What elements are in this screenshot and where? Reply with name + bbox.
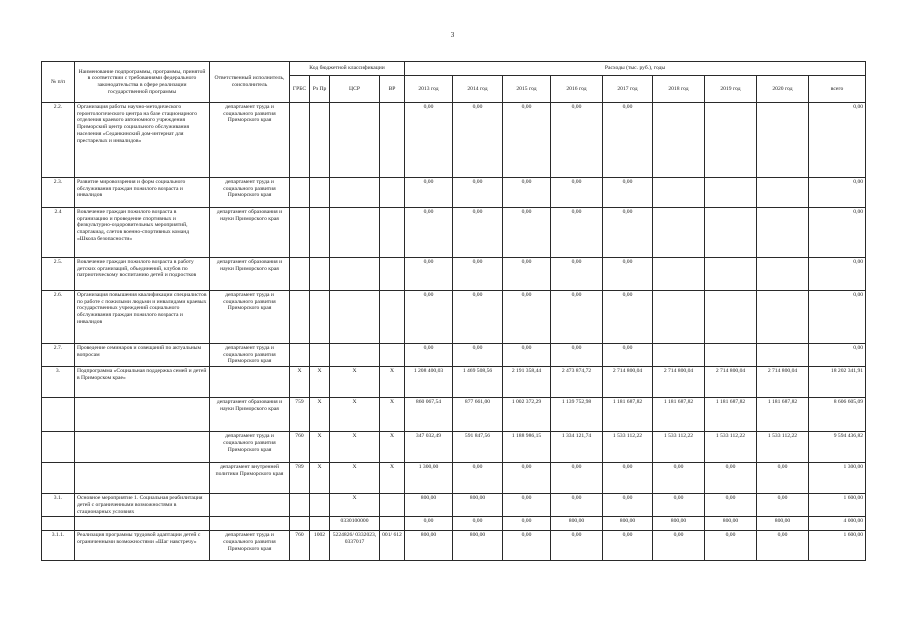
row-cell: 0,00 [405,208,453,258]
row-cell: X [380,432,405,463]
table-row [42,517,866,531]
row-cell: X [330,494,380,517]
row-cell: 347 032,49 [405,432,453,463]
row-cell: 759 [290,398,310,432]
row-cell [380,344,405,367]
row-cell [310,208,330,258]
row-cell: 1 469 508,56 [453,367,503,398]
row-cell: 1 139 752,98 [551,398,603,432]
row-cell: 2 714 800,04 [705,367,757,398]
row-cell: 0,00 [757,531,809,561]
row-cell [380,517,405,531]
row-name: Вовлечение граждан пожилого возраста в организацию и проведение спортивных и физкультурно-оздоровительных мероприятий, спартакиад, слетов военно-спортивных команд «Школа безопасности» [75,208,210,258]
row-cell [330,178,380,208]
row-name: Основное мероприятие 1. Социальная реабилитация детей с ограниченными возможностями в стационарных условиях [75,494,210,517]
header-executor: Ответственный исполнитель, соисполнитель [210,62,290,103]
header-sub: 2013 год [405,76,453,103]
row-cell: 0,00 [809,103,866,178]
row-cell [290,258,310,291]
table-row [42,531,866,561]
row-cell: 1 533 112,22 [653,432,705,463]
row-num [42,517,75,531]
row-executor: департамент труда и социального развития Приморского края [210,178,290,208]
row-cell: 18 202 341,91 [809,367,866,398]
row-cell: 2 191 358,44 [503,367,551,398]
row-cell: X [330,463,380,494]
row-cell [310,291,330,344]
header-name: Наименование подпрограммы, программы, принятой в соответствии с требованиями федерального законодательства в сфере реализации государственной программы [75,62,210,103]
row-cell: 0,00 [503,103,551,178]
row-cell [290,103,310,178]
row-cell: 0,00 [453,258,503,291]
row-cell: 1 002 372,29 [503,398,551,432]
header-sub: ЦСР [330,76,380,103]
row-cell [653,344,705,367]
header-sub: 2020 год [757,76,809,103]
row-name: Реализация программы трудовой адаптации детей с ограниченными возможностями «Шаг навстречу» [75,531,210,561]
row-cell: 1 300,00 [809,463,866,494]
row-num [42,432,75,463]
row-cell: 2 473 874,72 [551,367,603,398]
row-cell: 0,00 [503,258,551,291]
row-cell [705,344,757,367]
row-cell: 0,00 [757,494,809,517]
row-cell: 0,00 [503,291,551,344]
row-cell: 5224826/ 0332023, 0337017 [330,531,380,561]
row-executor: департамент труда и социального развития Приморского края [210,291,290,344]
row-cell [705,291,757,344]
row-num [42,398,75,432]
row-name: Организация повышения квалификации специалистов по работе с пожилыми людьми и инвалидами краевых государственных учреждений социального обслуживания граждан пожилого возраста и инвалидов [75,291,210,344]
row-cell: 591 847,56 [453,432,503,463]
table-row [42,291,866,344]
row-cell: 1 188 986,15 [503,432,551,463]
header-num: № п/п [42,62,75,103]
table-row [42,258,866,291]
row-cell: 0,00 [551,344,603,367]
header-sub: всего [809,76,866,103]
row-cell [330,291,380,344]
row-cell: X [380,398,405,432]
row-cell: X [310,367,330,398]
row-cell [290,208,310,258]
header-sub: Рз Пр [310,76,330,103]
row-name [75,517,210,531]
row-cell: 0,00 [551,178,603,208]
row-name: Организация работы научно-методического геронтологического центра на базе стационарного отделения краевого автономного учреждения Приморский центр социального обслуживания населения «Седанкинский дом-интернат для престарелых и инвалидов» [75,103,210,178]
row-cell: 800,00 [453,531,503,561]
row-cell: 0,00 [603,178,653,208]
row-cell: 0,00 [809,208,866,258]
row-cell: 0,00 [405,291,453,344]
row-cell [290,517,310,531]
row-cell: 0,00 [653,531,705,561]
row-cell [310,344,330,367]
row-cell: 1 208 400,03 [405,367,453,398]
row-executor: департамент образования и науки Приморского края [210,398,290,432]
row-cell [757,208,809,258]
header-sub: ВР [380,76,405,103]
row-cell: 0,00 [405,103,453,178]
row-cell: 001/ 612 [380,531,405,561]
row-cell [310,258,330,291]
row-cell [653,258,705,291]
row-cell: 800,00 [757,517,809,531]
row-cell: 0,00 [757,463,809,494]
row-cell: 0,00 [503,517,551,531]
table-row [42,344,866,367]
row-cell [310,103,330,178]
header-sub: 2019 год [705,76,757,103]
row-cell [290,494,310,517]
row-name: Вовлечение граждан пожилого возраста в работу детских организаций, объединений, клубов по патриотическому воспитанию детей и подростков [75,258,210,291]
row-executor: департамент образования и науки Приморского края [210,208,290,258]
row-cell: 1 600,00 [809,494,866,517]
row-executor [210,517,290,531]
row-cell [757,178,809,208]
row-cell: X [310,432,330,463]
row-cell: 9 594 436,82 [809,432,866,463]
row-cell: X [380,367,405,398]
row-cell: 1 533 112,22 [757,432,809,463]
table-row [42,398,866,432]
row-cell: X [330,398,380,432]
row-cell: 0,00 [551,208,603,258]
row-cell: 0,00 [705,463,757,494]
row-cell: X [310,398,330,432]
row-cell: 800,00 [453,494,503,517]
row-cell: 0,00 [551,494,603,517]
row-cell [705,208,757,258]
row-cell: 800,00 [705,517,757,531]
row-executor: департамент образования и науки Приморского края [210,258,290,291]
row-cell: 8 606 605,09 [809,398,866,432]
row-executor: департамент труда и социального развития Приморского края [210,103,290,178]
row-cell: 0,00 [603,463,653,494]
header-classification: Код бюджетной классификации [290,62,405,76]
row-cell: 0,00 [603,494,653,517]
row-cell: 0,00 [503,344,551,367]
row-cell: 0,00 [551,291,603,344]
row-cell: 0330100000 [330,517,380,531]
row-cell: 0,00 [503,208,551,258]
row-cell: 0,00 [603,344,653,367]
row-cell: 1 181 687,82 [653,398,705,432]
row-cell: 0,00 [705,494,757,517]
row-cell [653,178,705,208]
row-cell: 0,00 [809,344,866,367]
row-cell: 877 661,00 [453,398,503,432]
row-cell: 800,00 [603,517,653,531]
row-cell: 0,00 [603,258,653,291]
row-cell: 1 300,00 [405,463,453,494]
row-cell [757,344,809,367]
row-cell: 0,00 [653,463,705,494]
row-cell: 0,00 [453,291,503,344]
row-cell: 2 714 800,04 [653,367,705,398]
row-cell: 860 067,54 [405,398,453,432]
row-cell: 0,00 [453,517,503,531]
row-cell: X [330,432,380,463]
row-cell [330,258,380,291]
row-cell: 0,00 [551,103,603,178]
row-num: 3.1. [42,494,75,517]
page-number: 3 [450,31,455,39]
row-num [42,463,75,494]
row-cell [653,103,705,178]
row-cell: 0,00 [809,258,866,291]
row-num: 2.6. [42,291,75,344]
row-num: 2.2. [42,103,75,178]
row-cell: 0,00 [603,291,653,344]
row-cell: X [310,463,330,494]
row-cell [310,494,330,517]
row-cell [380,291,405,344]
row-cell: 1 181 687,82 [603,398,653,432]
row-executor: департамент труда и социального развития Приморского края [210,432,290,463]
row-cell [380,258,405,291]
header-sub: 2016 год [551,76,603,103]
row-cell: 1002 [310,531,330,561]
row-cell: 0,00 [503,494,551,517]
header-sub: 2017 год [603,76,653,103]
row-cell: X [380,463,405,494]
row-cell [310,517,330,531]
row-num: 3. [42,367,75,398]
row-cell: 800,00 [405,494,453,517]
row-name [75,432,210,463]
row-cell: 0,00 [503,463,551,494]
row-executor [210,494,290,517]
row-cell [705,258,757,291]
row-cell [310,178,330,208]
row-cell: 1 533 112,22 [603,432,653,463]
row-name [75,398,210,432]
row-cell: 0,00 [705,531,757,561]
row-num: 2.7. [42,344,75,367]
row-cell: 0,00 [405,258,453,291]
row-cell: 0,00 [603,208,653,258]
row-cell: 0,00 [405,178,453,208]
table-row [42,432,866,463]
row-cell: 800,00 [653,517,705,531]
table-row [42,463,866,494]
row-cell: 0,00 [603,531,653,561]
row-cell: 760 [290,531,310,561]
row-cell: 0,00 [551,531,603,561]
row-cell: 0,00 [603,103,653,178]
row-name: Подпрограмма «Социальная поддержка семей и детей в Приморском крае» [75,367,210,398]
row-cell: 0,00 [809,291,866,344]
row-executor: департамент труда и социального развития Приморского края [210,344,290,367]
row-cell [380,208,405,258]
row-cell [380,103,405,178]
row-cell: 800,00 [551,517,603,531]
row-cell: 0,00 [503,531,551,561]
header-sub: ГРБС [290,76,310,103]
row-cell: 0,00 [503,178,551,208]
row-cell [757,258,809,291]
row-name [75,463,210,494]
row-cell: X [330,367,380,398]
row-executor [210,367,290,398]
table-row [42,367,866,398]
row-cell: 0,00 [453,103,503,178]
row-cell: 0,00 [453,208,503,258]
row-cell [653,291,705,344]
row-cell: 0,00 [551,258,603,291]
row-name: Развитие мировоззрения и форм социального обслуживания граждан пожилого возраста и инвалидов [75,178,210,208]
row-cell: X [290,367,310,398]
row-cell [290,344,310,367]
table-row [42,178,866,208]
row-cell [380,494,405,517]
row-cell [330,103,380,178]
row-cell: 1 181 687,82 [757,398,809,432]
row-cell: 0,00 [453,463,503,494]
row-cell [757,291,809,344]
header-sub: 2014 год [453,76,503,103]
row-cell: 760 [290,432,310,463]
row-cell [290,178,310,208]
row-cell: 0,00 [405,344,453,367]
row-cell [330,208,380,258]
table-row [42,208,866,258]
row-cell [653,208,705,258]
row-cell: 0,00 [653,494,705,517]
header-sub: 2015 год [503,76,551,103]
row-cell: 2 714 800,04 [757,367,809,398]
row-cell: 800,00 [405,531,453,561]
row-cell: 0,00 [405,517,453,531]
budget-table [41,61,866,561]
row-cell: 1 600,00 [809,531,866,561]
row-cell: 789 [290,463,310,494]
row-cell [757,103,809,178]
row-cell: 1 181 687,82 [705,398,757,432]
row-num: 2.4 [42,208,75,258]
row-name: Проведение семинаров и совещаний по актуальным вопросам [75,344,210,367]
row-executor: департамент труда и социального развития Приморского края [210,531,290,561]
row-cell: 4 000,00 [809,517,866,531]
row-num: 3.1.1. [42,531,75,561]
row-cell: 1 533 112,22 [705,432,757,463]
row-cell: 0,00 [453,344,503,367]
row-cell: 2 714 800,04 [603,367,653,398]
row-cell: 0,00 [453,178,503,208]
header-expenses: Расходы (тыс. руб.), годы [405,62,866,76]
row-cell [290,291,310,344]
row-num: 2.3. [42,178,75,208]
row-cell: 0,00 [551,463,603,494]
row-cell: 1 334 121,74 [551,432,603,463]
row-cell [705,178,757,208]
row-cell [705,103,757,178]
row-cell: 0,00 [809,178,866,208]
header-sub: 2018 год [653,76,705,103]
table-row [42,494,866,517]
row-cell [380,178,405,208]
row-cell [330,344,380,367]
table-row [42,103,866,178]
row-executor: департамент внутренней политики Приморского края [210,463,290,494]
row-num: 2.5. [42,258,75,291]
